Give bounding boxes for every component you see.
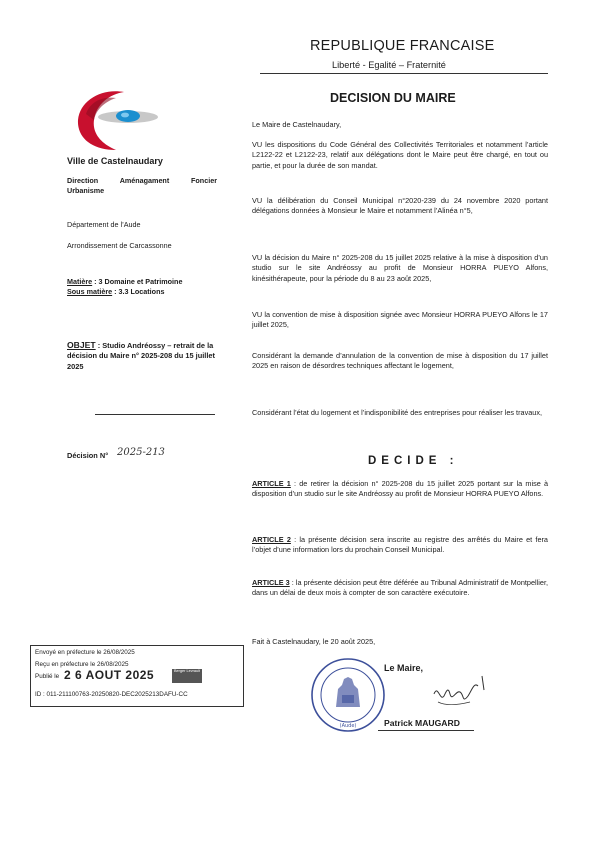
published-date: 2 6 AOUT 2025	[64, 668, 155, 682]
mayor-seal	[308, 655, 388, 740]
article-2	[252, 535, 548, 556]
vu-paragraph-3: VU la décision du Maire n° 2025-208 du 15 juillet 2025 relative à la mise à disposition d’un studio sur le site Andréossy au profit de Monsieur HORRA PUEYO Alfons, kinésithérapeute, pour la période du 8 au 23 août 2025,	[252, 253, 548, 283]
article-1-label: ARTICLE 1	[252, 479, 291, 488]
matiere-value: : 3 Domaine et Patrimoine	[92, 277, 183, 286]
article-3-text: : la présente décision peut être déférée au Tribunal Administratif de Montpellier, dans un délai de deux mois à compter de son caractère exécutoire.	[252, 578, 548, 598]
document-type-title: DECISION DU MAIRE	[330, 91, 456, 105]
decision-number-handwritten: 2025-213	[117, 447, 165, 458]
seal-sub-text: (Aude)	[339, 723, 357, 729]
decision-number-label: Décision N°	[67, 451, 109, 460]
seal-icon	[308, 655, 388, 735]
act-identifier: ID : 011-211100763-20250820-DEC2025213DAFU-CC	[35, 691, 188, 698]
objet-label: OBJET	[67, 340, 96, 350]
vu-paragraph-2: VU la délibération du Conseil Municipal n°2020-239 du 24 novembre 2020 portant délégations données à Monsieur le Maire et notamment l’Alinéa n°5,	[252, 196, 548, 216]
received-by-prefecture: Reçu en préfecture le 26/08/2025	[35, 661, 129, 668]
subject-classification	[67, 277, 182, 297]
header-divider	[260, 73, 548, 74]
matiere-label: Matière	[67, 277, 93, 286]
article-3-label: ARTICLE 3	[252, 578, 290, 587]
objet-block	[67, 340, 219, 372]
signature-icon	[430, 672, 490, 712]
prefecture-stamp	[30, 645, 244, 707]
vu-paragraph-4: VU la convention de mise à disposition signée avec Monsieur HORRA PUEYO Alfons le 17 juillet 2025,	[252, 310, 548, 330]
sous-matiere-value: : 3.3 Locations	[112, 287, 165, 296]
sous-matiere-label: Sous matière	[67, 287, 113, 296]
left-divider	[95, 414, 215, 415]
vu-paragraph-1: VU les dispositions du Code Général des Collectivités Territoriales et notamment l’article L2122-22 et L2122-23, relatif aux délégations dont le Maire peut être chargé, en tout ou partie, et pour la durée de son mandat.	[252, 140, 548, 170]
article-1	[252, 479, 548, 500]
service-line-2: Urbanisme	[67, 186, 105, 195]
objet-text: : Studio Andréossy – retrait de la décision du Maire n° 2025-208 du 15 juillet 2025	[67, 341, 215, 371]
considerant-paragraph-1: Considérant la demande d’annulation de la convention de mise à disposition du 17 juillet 2025 en raison de désordres techniques affectant le logement,	[252, 351, 548, 371]
article-2-text: : la présente décision sera inscrite au registre des arrêtés du Maire et fera l’objet d’une information lors du prochain Conseil Municipal.	[252, 535, 548, 555]
considerant-paragraph-2: Considérant l’état du logement et l’indisponibilité des entreprises pour réaliser les travaux,	[252, 408, 543, 417]
decide-heading: DECIDE :	[368, 455, 459, 467]
mayor-name: Patrick MAUGARD	[384, 718, 460, 728]
service-name	[67, 176, 217, 196]
republic-title: REPUBLIQUE FRANCAISE	[310, 38, 495, 54]
signature-underline	[378, 730, 474, 731]
city-logo	[72, 86, 162, 159]
handwritten-signature	[430, 672, 490, 717]
article-1-text: : de retirer la décision n° 2025-208 du 15 juillet 2025 portant sur la mise à disposition d’un studio sur le site Andréossy au profit de Monsieur HORRA PUEYO Alfons.	[252, 479, 548, 499]
published-label: Publié le	[35, 673, 60, 680]
department: Département de l’Aude	[67, 220, 141, 229]
city-logo-icon	[72, 86, 162, 154]
article-3	[252, 578, 548, 599]
arrondissement: Arrondissement de Carcassonne	[67, 241, 172, 250]
mayor-title: Le Maire,	[384, 663, 424, 673]
city-name: Ville de Castelnaudary	[67, 156, 163, 166]
republic-motto: Liberté - Egalité – Fraternité	[332, 60, 446, 70]
article-2-label: ARTICLE 2	[252, 535, 291, 544]
service-line-1: Direction Aménagament Foncier	[67, 176, 217, 185]
berger-levrault-logo: Berger Levrault	[172, 669, 202, 683]
place-and-date: Fait à Castelnaudary, le 20 août 2025,	[252, 637, 376, 646]
intro-line: Le Maire de Castelnaudary,	[252, 120, 342, 129]
sent-to-prefecture: Envoyé en préfecture le 26/08/2025	[35, 649, 135, 656]
